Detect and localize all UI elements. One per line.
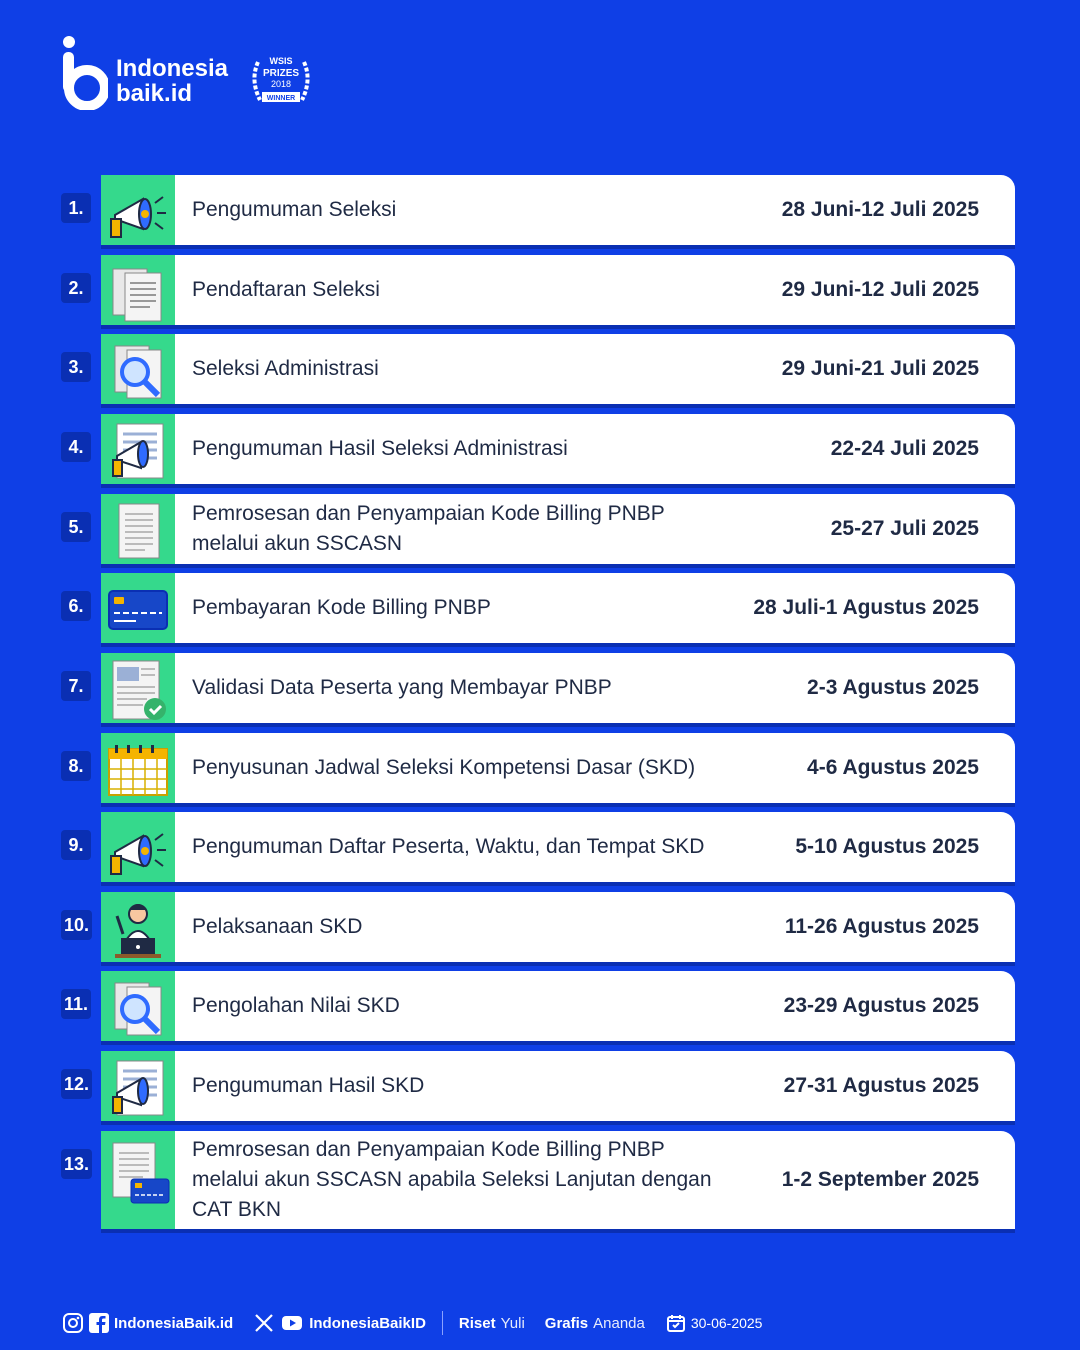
step-date-text: 27-31 Agustus 2025 bbox=[783, 1074, 979, 1097]
step-title bbox=[192, 414, 732, 484]
step-date bbox=[784, 971, 979, 1041]
award-line1: WSIS bbox=[269, 56, 293, 66]
step-title bbox=[192, 653, 732, 723]
document-icon-graphic bbox=[101, 494, 175, 564]
magnifier-documents-icon bbox=[101, 971, 175, 1041]
award-badge-icon bbox=[246, 50, 316, 116]
award-line2: PRIZES bbox=[262, 68, 300, 79]
megaphone-icon-graphic bbox=[101, 175, 175, 245]
step-title bbox=[192, 733, 732, 803]
footer-date: 30-06-2025 bbox=[690, 1315, 763, 1331]
megaphone-icon bbox=[101, 812, 175, 882]
megaphone-board-icon bbox=[101, 414, 175, 484]
megaphone-board-icon-graphic bbox=[101, 414, 175, 484]
schedule-row bbox=[101, 494, 1015, 568]
schedule-row bbox=[101, 653, 1015, 727]
brand-line2: baik.id bbox=[116, 80, 193, 107]
step-title bbox=[192, 255, 732, 325]
document-icon bbox=[101, 494, 175, 564]
footer-riset-label: Riset bbox=[458, 1314, 496, 1332]
x-icon[interactable] bbox=[253, 1312, 275, 1334]
step-number: 11. bbox=[61, 989, 91, 1019]
step-date bbox=[782, 175, 979, 245]
step-date bbox=[807, 653, 979, 723]
step-number: 2. bbox=[61, 273, 91, 303]
step-title bbox=[192, 334, 732, 404]
person-laptop-icon bbox=[101, 892, 175, 962]
step-date-text: 29 Juni-12 Juli 2025 bbox=[781, 278, 979, 301]
footer-handle-1[interactable]: IndonesiaBaik.id bbox=[114, 1314, 234, 1332]
step-title-text: Pengumuman Daftar Peserta, Waktu, dan Tempat SKD bbox=[192, 835, 705, 858]
schedule-row bbox=[101, 255, 1015, 329]
step-date-text: 22-24 Juli 2025 bbox=[830, 437, 979, 460]
document-check-icon-graphic bbox=[101, 653, 175, 723]
step-number: 1. bbox=[61, 193, 91, 223]
step-date-text: 1-2 September 2025 bbox=[781, 1168, 979, 1191]
youtube-icon[interactable] bbox=[279, 1312, 305, 1334]
step-number: 9. bbox=[61, 830, 91, 860]
step-number: 10. bbox=[61, 910, 92, 940]
megaphone-icon-graphic bbox=[101, 812, 175, 882]
step-date bbox=[831, 494, 979, 564]
step-date bbox=[785, 892, 979, 962]
schedule-row bbox=[101, 733, 1015, 807]
step-date bbox=[753, 573, 979, 643]
schedule-row bbox=[101, 334, 1015, 408]
documents-icon bbox=[101, 255, 175, 325]
step-title bbox=[192, 1131, 732, 1229]
calendar-icon-graphic bbox=[101, 733, 175, 803]
step-number: 13. bbox=[61, 1149, 92, 1179]
step-date-text: 28 Juli-1 Agustus 2025 bbox=[753, 596, 979, 619]
step-title bbox=[192, 1051, 732, 1121]
step-title-text: Pembayaran Kode Billing PNBP bbox=[192, 596, 491, 619]
document-check-icon bbox=[101, 653, 175, 723]
magnifier-documents-icon-graphic bbox=[101, 334, 175, 404]
step-date bbox=[782, 334, 979, 404]
step-date bbox=[784, 1051, 979, 1121]
schedule-row bbox=[101, 812, 1015, 886]
credit-card-icon bbox=[101, 573, 175, 643]
step-title-text: Penyusunan Jadwal Seleksi Kompetensi Dasar (SKD) bbox=[192, 756, 696, 779]
step-date bbox=[795, 812, 979, 882]
schedule-row bbox=[101, 573, 1015, 647]
brand-line1: Indonesia bbox=[116, 55, 229, 82]
step-title bbox=[192, 175, 732, 245]
step-title bbox=[192, 812, 732, 882]
schedule-row bbox=[101, 892, 1015, 966]
schedule-row bbox=[101, 971, 1015, 1045]
megaphone-icon bbox=[101, 175, 175, 245]
step-date bbox=[831, 414, 979, 484]
step-title-text: Pengumuman Seleksi bbox=[192, 198, 397, 221]
step-number: 4. bbox=[61, 432, 91, 462]
credit-card-icon-graphic bbox=[101, 573, 175, 643]
calendar-check-icon bbox=[665, 1312, 687, 1334]
document-card-icon bbox=[101, 1131, 175, 1229]
step-title-text: Seleksi Administrasi bbox=[192, 357, 379, 380]
step-number: 7. bbox=[61, 671, 91, 701]
step-date-text: 11-26 Agustus 2025 bbox=[784, 915, 979, 938]
logo-mark-icon bbox=[62, 36, 108, 110]
step-title-text: Pemrosesan dan Penyampaian Kode Billing PNBP melalui akun SSCASN apabila Seleksi Lanjutan dengan CAT BKN bbox=[192, 1138, 712, 1221]
step-title-text: Pengumuman Hasil Seleksi Administrasi bbox=[192, 437, 568, 460]
documents-icon-graphic bbox=[101, 255, 175, 325]
step-date-text: 28 Juni-12 Juli 2025 bbox=[781, 198, 979, 221]
step-date-text: 5-10 Agustus 2025 bbox=[795, 835, 979, 858]
schedule-row bbox=[101, 175, 1015, 249]
step-number: 12. bbox=[61, 1069, 92, 1099]
brand-logo bbox=[62, 36, 322, 118]
brand-name bbox=[116, 56, 228, 106]
person-laptop-icon-graphic bbox=[101, 892, 175, 962]
footer bbox=[62, 1310, 762, 1336]
step-date bbox=[807, 733, 979, 803]
step-title-text: Validasi Data Peserta yang Membayar PNBP bbox=[192, 676, 612, 699]
schedule-row bbox=[101, 414, 1015, 488]
megaphone-board-icon-graphic bbox=[101, 1051, 175, 1121]
step-date-text: 4-6 Agustus 2025 bbox=[807, 756, 979, 779]
footer-riset-name: Yuli bbox=[500, 1314, 525, 1332]
step-number: 8. bbox=[61, 751, 91, 781]
footer-grafis-label: Grafis bbox=[544, 1314, 589, 1332]
step-date-text: 25-27 Juli 2025 bbox=[830, 517, 979, 540]
megaphone-board-icon bbox=[101, 1051, 175, 1121]
step-title-text: Pengumuman Hasil SKD bbox=[192, 1074, 425, 1097]
step-title bbox=[192, 971, 732, 1041]
magnifier-documents-icon bbox=[101, 334, 175, 404]
step-number: 5. bbox=[61, 512, 91, 542]
award-line4: WINNER bbox=[266, 95, 296, 102]
footer-grafis-name: Ananda bbox=[593, 1314, 645, 1332]
footer-handle-2[interactable]: IndonesiaBaikID bbox=[309, 1314, 426, 1332]
step-date bbox=[782, 255, 979, 325]
instagram-icon[interactable] bbox=[62, 1312, 84, 1334]
step-date-text: 2-3 Agustus 2025 bbox=[807, 676, 979, 699]
step-number: 6. bbox=[61, 591, 91, 621]
document-card-icon-graphic bbox=[101, 1131, 175, 1205]
step-date-text: 29 Juni-21 Juli 2025 bbox=[781, 357, 979, 380]
step-number: 3. bbox=[61, 352, 91, 382]
schedule-row bbox=[101, 1051, 1015, 1125]
step-title bbox=[192, 892, 732, 962]
step-date-text: 23-29 Agustus 2025 bbox=[783, 994, 979, 1017]
step-title bbox=[192, 573, 732, 643]
step-title-text: Pelaksanaan SKD bbox=[192, 915, 363, 938]
calendar-icon bbox=[101, 733, 175, 803]
facebook-icon[interactable] bbox=[88, 1312, 110, 1334]
step-title-text: Pendaftaran Seleksi bbox=[192, 278, 380, 301]
magnifier-documents-icon-graphic bbox=[101, 971, 175, 1041]
step-title bbox=[192, 494, 732, 564]
schedule-row bbox=[101, 1131, 1015, 1233]
award-line3: 2018 bbox=[270, 79, 292, 89]
step-date bbox=[782, 1131, 979, 1229]
step-title-text: Pemrosesan dan Penyampaian Kode Billing PNBP melalui akun SSCASN bbox=[192, 502, 665, 555]
step-title-text: Pengolahan Nilai SKD bbox=[192, 994, 400, 1017]
